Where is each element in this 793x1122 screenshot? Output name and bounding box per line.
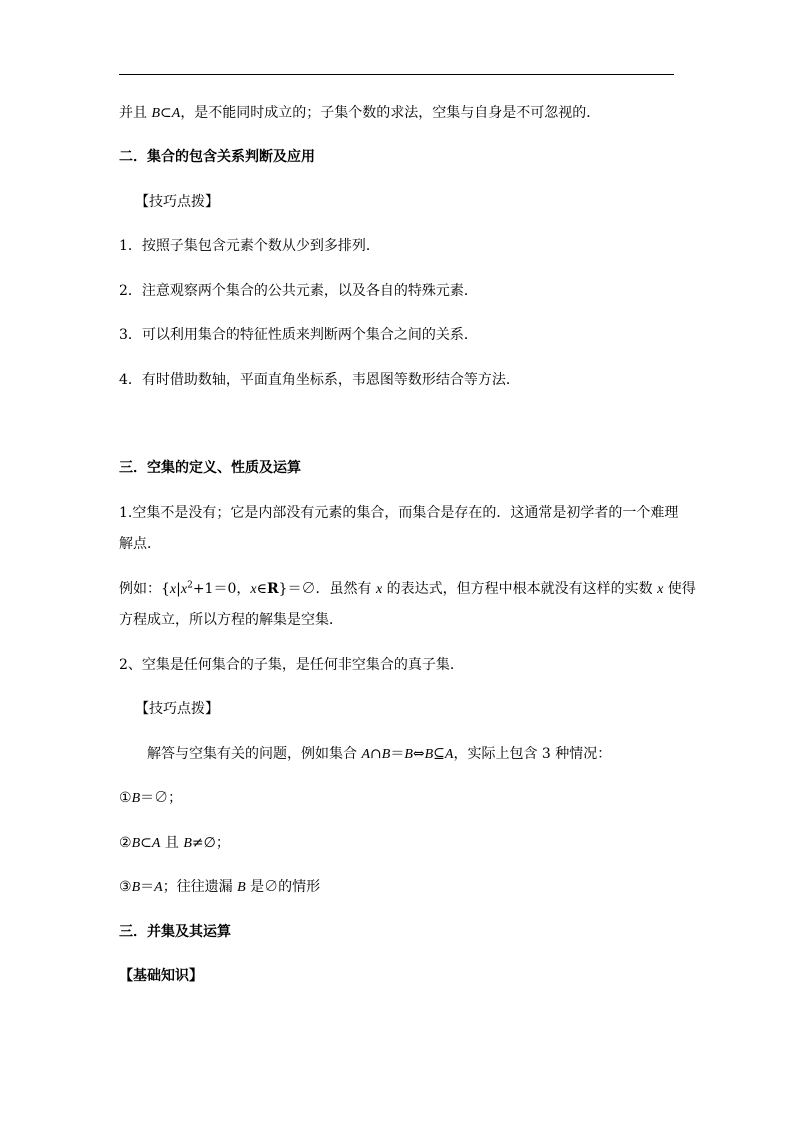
list-item: 2．注意观察两个集合的公共元素，以及各自的特殊元素． xyxy=(119,283,478,299)
section-heading-subset-relation: 二．集合的包含关系判断及应用 xyxy=(119,149,315,165)
section-heading-empty-set: 三．空集的定义、性质及运算 xyxy=(119,460,301,476)
paragraph-line: 解点． xyxy=(119,536,161,552)
list-item: 4．有时借助数轴，平面直角坐标系，韦恩图等数形结合等方法． xyxy=(119,372,520,388)
subheading-basic-knowledge: 【基础知识】 xyxy=(119,968,203,984)
intro-paragraph: 并且 B⊂A，是不能同时成立的；子集个数的求法，空集与自身是不可忽视的． xyxy=(119,105,601,121)
answer-paragraph: 解答与空集有关的问题，例如集合 A∩B＝B⇔B⊆A，实际上包含 3 种情况： xyxy=(147,746,612,762)
list-item: 3．可以利用集合的特征性质来判断两个集合之间的关系． xyxy=(119,327,478,343)
example-line: 方程成立，所以方程的解集是空集． xyxy=(119,612,343,628)
header-rule xyxy=(119,74,674,75)
case-item: ①B＝∅； xyxy=(119,790,183,806)
example-line: 例如：{$x|x^2+1=0$，x∈R}＝∅．虽然有 x 的表达式，但方程中根本就没有这样的实数 x 使得 xyxy=(119,580,696,597)
case-item: ③B＝A；往往遗漏 B 是∅的情形 xyxy=(119,879,321,895)
tip-label: 【技巧点拨】 xyxy=(135,701,219,717)
paragraph-line: 2、空集是任何集合的子集，是任何非空集合的真子集． xyxy=(119,657,464,673)
paragraph-line: 1.空集不是没有；它是内部没有元素的集合，而集合是存在的．这通常是初学者的一个难理 xyxy=(119,505,679,521)
list-item: 1．按照子集包含元素个数从少到多排列． xyxy=(119,238,380,254)
tip-label: 【技巧点拨】 xyxy=(135,194,219,210)
section-heading-union: 三．并集及其运算 xyxy=(119,924,231,940)
case-item: ②B⊂A 且 B≠∅； xyxy=(119,835,230,851)
